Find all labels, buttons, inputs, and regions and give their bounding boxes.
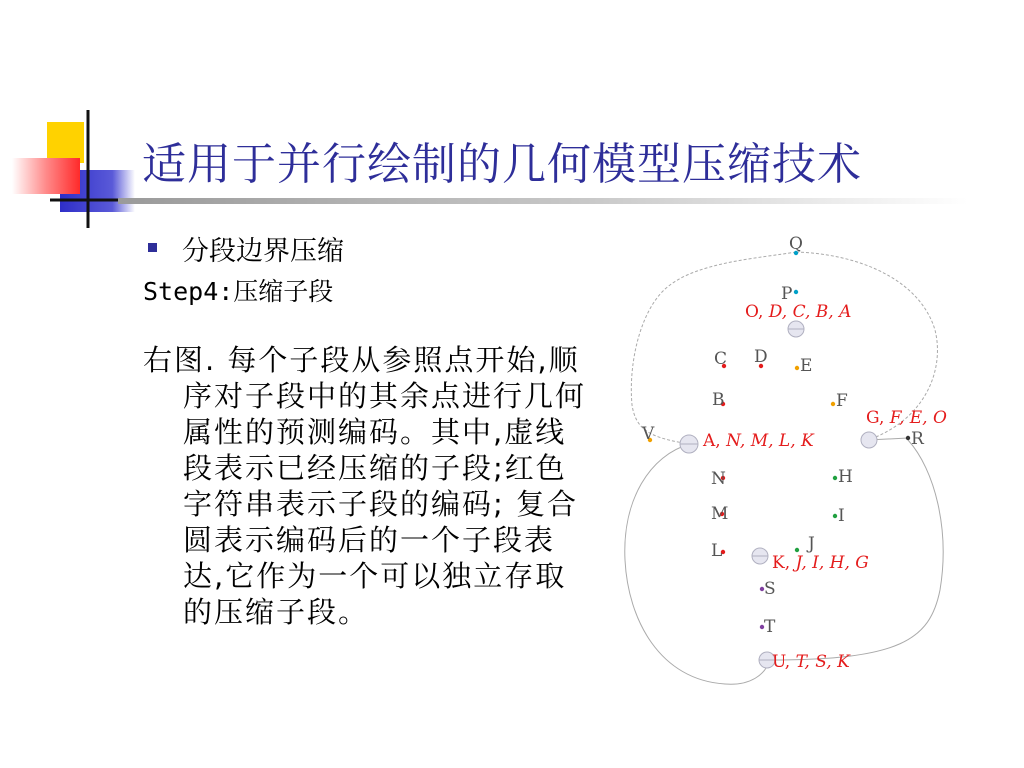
point-r-label: R bbox=[911, 429, 924, 449]
slide-title: 适用于并行绘制的几何模型压缩技术 bbox=[142, 139, 862, 190]
point-n-label: N bbox=[711, 469, 726, 489]
point-h-label: H bbox=[838, 467, 853, 487]
title-underline bbox=[118, 198, 968, 204]
code-left: A, N, M, L, K bbox=[703, 431, 814, 451]
bullet-text: 分段边界压缩 bbox=[182, 236, 344, 267]
description-paragraph: 右图. 每个子段从参照点开始,顺序对子段中的其余点进行几何属性的预测编码。其中,虚线段表示已经压缩的子段;红色字符串表示子段的编码; 复合圆表示编码后的一个子段表达,它作为一个可以独立存取的压缩子段。 bbox=[143, 343, 587, 629]
point-s-label: S bbox=[764, 579, 776, 599]
point-v-label: V bbox=[642, 424, 655, 444]
point-h-dot bbox=[833, 476, 837, 480]
point-m-label: M bbox=[711, 504, 729, 524]
segment-compression-diagram bbox=[600, 225, 980, 695]
point-f-dot bbox=[831, 402, 835, 406]
code-middle: K, J, I, H, G bbox=[772, 553, 869, 573]
code-right: G, F, E, O bbox=[866, 408, 947, 428]
code-top: O, D, C, B, A bbox=[745, 302, 852, 322]
composite-circle-a bbox=[680, 435, 698, 453]
composite-circle-g bbox=[861, 432, 877, 448]
point-c-label: C bbox=[714, 349, 728, 369]
point-p-dot bbox=[794, 290, 798, 294]
corner-logo bbox=[0, 100, 140, 230]
point-j-dot bbox=[795, 548, 799, 552]
logo-yellow-square bbox=[47, 122, 84, 163]
point-e-label: E bbox=[800, 356, 813, 376]
bullet-square-icon bbox=[148, 243, 157, 252]
outline-dashed-left bbox=[631, 252, 796, 444]
point-e-dot bbox=[795, 366, 799, 370]
composite-circle-k bbox=[752, 548, 768, 564]
logo-red-block bbox=[12, 158, 80, 194]
point-t-label: T bbox=[764, 617, 776, 637]
point-i-label: I bbox=[838, 506, 845, 526]
point-q-label: Q bbox=[789, 234, 803, 254]
point-d-label: D bbox=[754, 347, 768, 367]
outline-solid-left bbox=[625, 444, 770, 684]
point-b-label: B bbox=[712, 390, 725, 410]
point-j-label: J bbox=[808, 534, 815, 554]
code-bottom: U, T, S, K bbox=[772, 652, 850, 672]
step-heading: Step4:压缩子段 bbox=[143, 277, 334, 306]
point-l-label: L bbox=[711, 541, 723, 561]
composite-circle-o bbox=[788, 321, 804, 337]
point-r-dot bbox=[906, 436, 910, 440]
point-i-dot bbox=[833, 514, 837, 518]
point-f-label: F bbox=[836, 391, 848, 411]
point-p-label: P bbox=[781, 284, 793, 304]
